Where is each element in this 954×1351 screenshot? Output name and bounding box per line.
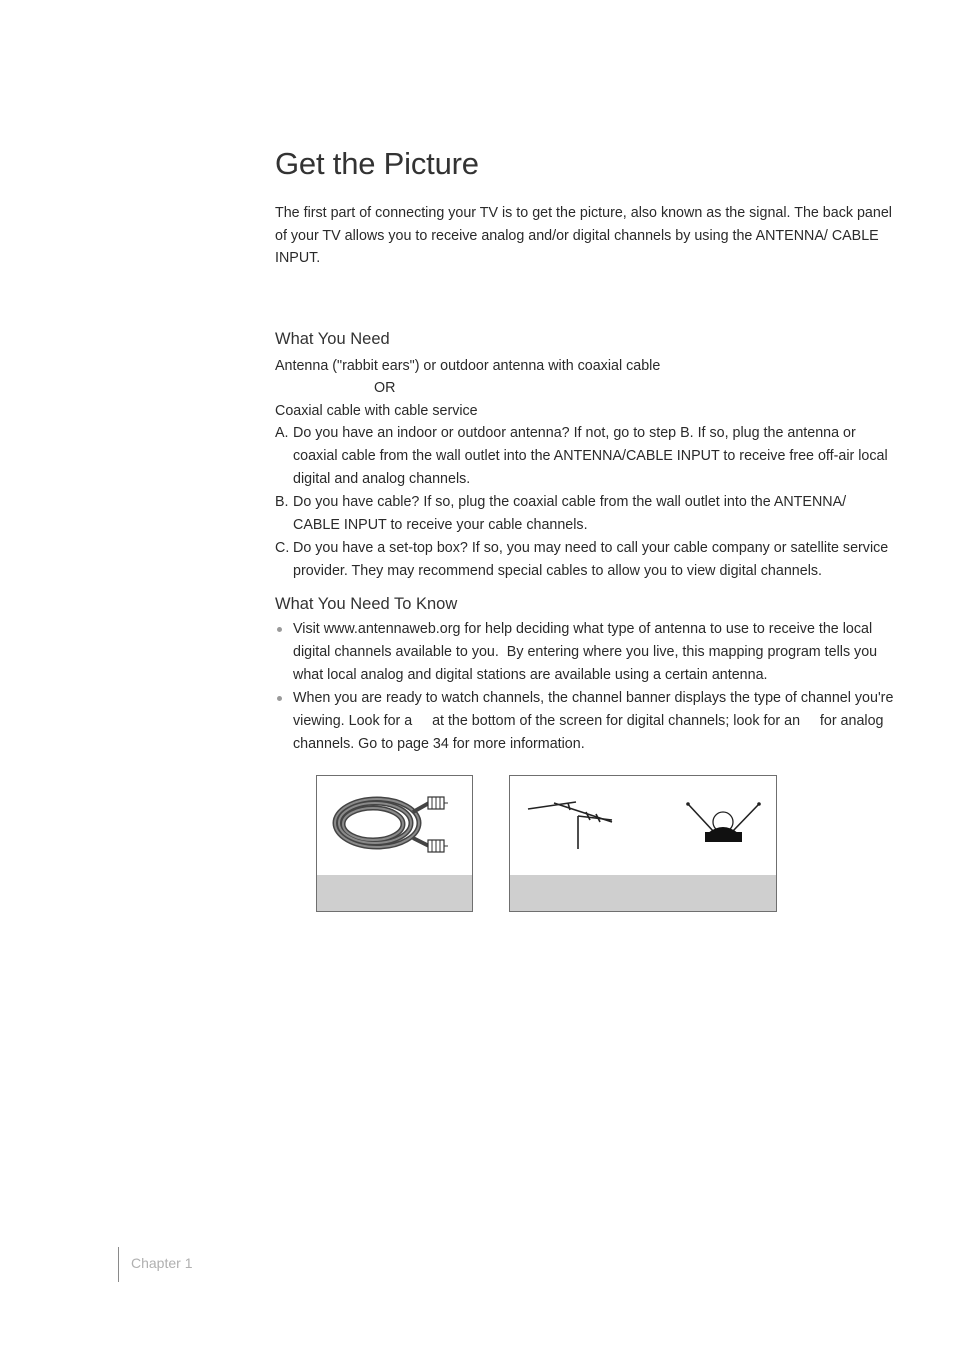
tip-text: When you are ready to watch channels, the channel banner displays the type of channel you're viewing. Look for a at the bottom of the screen for digital channels; look for an for analog channels. Go to page 34 for more information.: [293, 690, 898, 752]
bullet-icon: [277, 696, 282, 701]
antenna-illustration: [509, 775, 777, 912]
step-c: [275, 537, 895, 583]
step-marker: C.: [275, 540, 290, 556]
step-b: [275, 491, 895, 537]
tips-list: [275, 618, 898, 756]
rabbit-ears-antenna-icon: [686, 802, 761, 842]
bullet-icon: [277, 627, 282, 632]
step-marker: A.: [275, 425, 289, 441]
list-item: [275, 687, 898, 756]
caption-bar: [510, 875, 776, 911]
coaxial-cable-illustration: [316, 775, 473, 912]
step-text: Do you have cable? If so, plug the coaxial cable from the wall outlet into the ANTENNA/ CABLE INPUT to receive your cable channels.: [293, 494, 847, 533]
steps-list: [275, 422, 895, 583]
step-text: Do you have an indoor or outdoor antenna? If not, go to step B. If so, plug the antenna or coaxial cable from the wall outlet into the ANTENNA/CABLE INPUT to receive free off-air local digital and analog channels.: [293, 425, 888, 487]
footer-divider: [118, 1247, 119, 1282]
what-you-need-heading: What You Need: [275, 330, 390, 348]
or-separator: OR: [374, 380, 396, 396]
antenna-option: Antenna ("rabbit ears") or outdoor antenna with coaxial cable: [275, 358, 661, 374]
caption-bar: [317, 875, 472, 911]
what-you-need-to-know-heading: What You Need To Know: [275, 595, 458, 613]
list-item: [275, 618, 895, 687]
tip-text: Visit www.antennaweb.org for help deciding what type of antenna to use to receive the local digital channels available to you. By entering where you live, this mapping program tells you what local analog and digital stations are available using a certain antenna.: [293, 621, 882, 683]
intro-paragraph: The first part of connecting your TV is to get the picture, also known as the signal. The back panel of your TV allows you to receive analog and/or digital channels by using the ANTENNA/ CABLE INPUT.: [275, 205, 892, 266]
step-text: Do you have a set-top box? If so, you may need to call your cable company or satellite service provider. They may recommend special cables to allow you to view digital channels.: [293, 540, 889, 579]
outdoor-antenna-icon: [528, 802, 612, 849]
step-a: [275, 422, 895, 491]
chapter-label: Chapter 1: [131, 1255, 193, 1271]
step-marker: B.: [275, 494, 289, 510]
antenna-drawings: [510, 776, 776, 876]
page-title: Get the Picture: [275, 146, 479, 181]
cable-option: Coaxial cable with cable service: [275, 403, 478, 419]
coaxial-cable-icon: [317, 776, 472, 876]
